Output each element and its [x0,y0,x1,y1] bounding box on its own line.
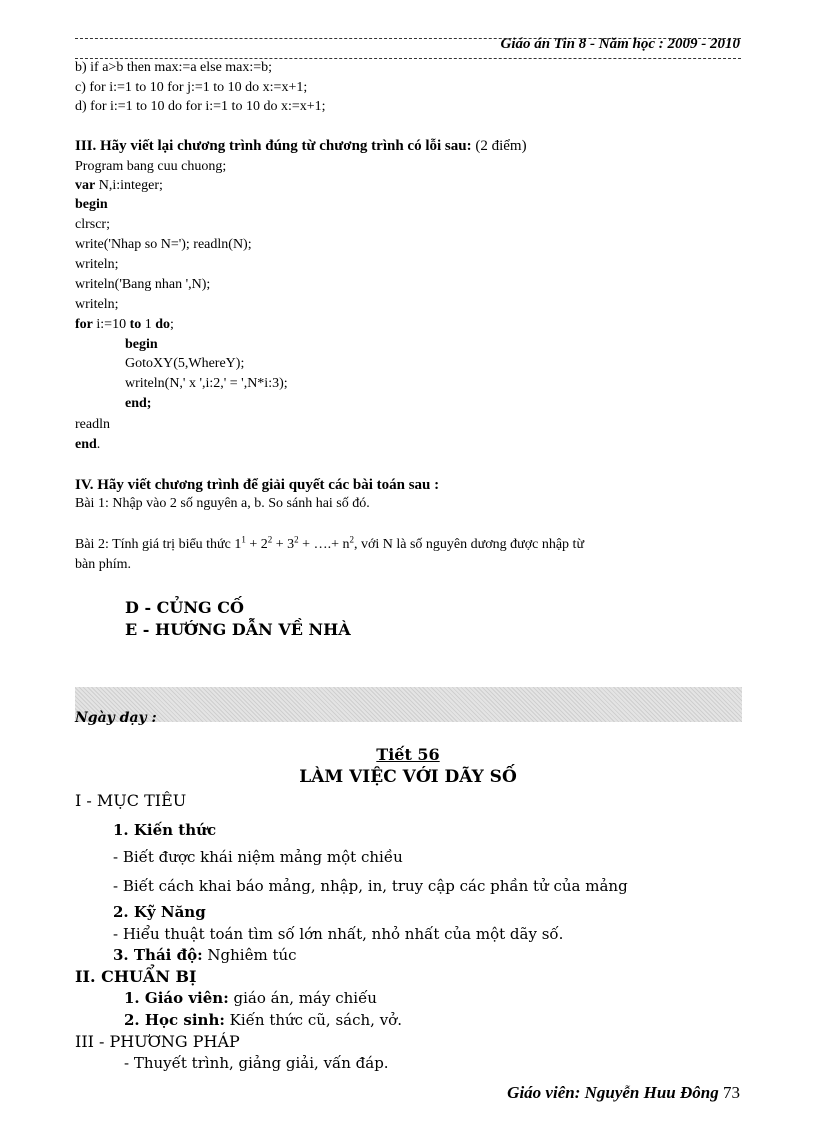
section-d-heading: D - CỦNG CỐ [125,598,244,617]
code-line-6: writeln; [75,257,119,272]
kien-thuc-item-2: - Biết cách khai báo mảng, nhập, in, truy cập các phần tử của mảng [113,877,628,895]
exercise-line-b-text: b) if a>b then max:=a else max:=b; [75,60,273,75]
bai2-sup1: 1 [241,534,246,545]
lesson-number-text: Tiết 56 [376,745,440,764]
bai2-sup3: 2 [294,534,299,545]
section-e-heading: E - HƯỚNG DẪN VỀ NHÀ [125,620,351,639]
code-keyword-end: end [75,437,97,452]
kien-thuc-heading: 1. Kiến thức [113,821,217,839]
thai-do-value: Nghiêm túc [202,946,297,964]
section4-title: IV. Hãy viết chương trình để giải quyết các bài toán sau : [75,477,440,493]
bai1-text: Bài 1: Nhập vào 2 số nguyên a, b. So sánh hai số đó. [75,496,370,511]
hoc-sinh-value: Kiến thức cũ, sách, vở. [224,1011,402,1029]
chuan-bi-heading: II. CHUẨN BỊ [75,967,197,986]
giao-vien-label: 1. Giáo viên: [124,989,229,1007]
phuong-phap-item: - Thuyết trình, giảng giải, vấn đáp. [124,1054,389,1072]
bai2-line2: bàn phím. [75,557,131,572]
code-for-a: i:=10 [92,317,130,332]
chuan-bi-giao-vien [124,989,377,1007]
section3-title-text: III. Hãy viết lại chương trình đúng từ chương trình có lỗi sau: [75,138,472,154]
code-line-8: writeln; [75,297,119,312]
bai2-text [75,534,585,553]
code-line-5: write('Nhap so N='); readln(N); [75,237,252,252]
lesson-number [0,745,816,764]
bai2-suffix: , với N là số nguyên dương được nhập từ [353,537,585,552]
code-line-10: begin [125,337,158,352]
code-line-14: readln [75,417,110,432]
muc-tieu-heading: I - MỤC TIÊU [75,791,187,810]
phuong-phap-heading: III - PHƯƠNG PHÁP [75,1032,240,1051]
code-var-decl: N,i:integer; [95,178,163,193]
bai2-sup2: 2 [267,534,273,545]
footer-teacher: Giáo viên: Nguyễn Huu Đông [507,1083,719,1102]
bai2-sup4: 2 [349,534,354,545]
code-line-12: writeln(N,' x ',i:2,' = ',N*i:3); [125,376,288,391]
exercise-line-d: d) for i:=1 to 10 do for i:=1 to 10 do x:=x+1; [75,99,326,114]
footer [507,1083,740,1103]
code-line-2 [75,178,163,194]
thai-do [113,946,297,964]
code-line-15 [75,437,100,453]
code-for-c: ; [170,317,174,332]
lesson-title: LÀM VIỆC VỚI DÃY SỐ [299,767,517,787]
section3-title [75,138,527,155]
exercise-line-c: c) for i:=1 to 10 for j:=1 to 10 do x:=x+1; [75,80,308,95]
code-line-7: writeln('Bang nhan ',N); [75,277,211,292]
ky-nang-heading: 2. Kỹ Năng [113,903,206,921]
code-line-3: begin [75,197,108,212]
code-line-11: GotoXY(5,WhereY); [125,356,245,371]
code-line-4: clrscr; [75,217,110,232]
code-keyword-to: to [129,317,142,332]
bai2-prefix: Bài 2: Tính giá trị biểu thức 1 [75,537,242,552]
header-rule-bottom [75,58,741,59]
giao-vien-value: giáo án, máy chiếu [228,989,377,1007]
code-end-dot: . [96,437,101,452]
ngay-day-label: Ngày dạy : [75,710,157,726]
section3-points: (2 điểm) [475,138,527,154]
bai2-plus1: + 2 [245,537,268,552]
ky-nang-item-1: - Hiểu thuật toán tìm số lớn nhất, nhỏ nhất của một dãy số. [113,925,564,943]
page-number: 73 [723,1083,740,1102]
code-line-1: Program bang cuu chuong; [75,159,227,174]
code-line-9 [75,317,174,333]
code-keyword-for: for [75,317,93,332]
code-for-b: 1 [141,317,156,332]
ngay-day-band [75,687,742,722]
bai2-plus2: + 3 [272,537,295,552]
code-keyword-var: var [75,178,96,193]
bai2-plus3: + ….+ n [298,537,350,552]
chuan-bi-hoc-sinh [124,1011,402,1029]
kien-thuc-item-1: - Biết được khái niệm mảng một chiều [113,848,403,866]
code-line-13: end; [125,396,152,411]
header-title: Giáo án Tin 8 - Năm học : 2009 - 2010 [500,36,740,52]
code-keyword-do: do [155,317,171,332]
hoc-sinh-label: 2. Học sinh: [124,1011,225,1029]
thai-do-label: 3. Thái độ: [113,946,203,964]
